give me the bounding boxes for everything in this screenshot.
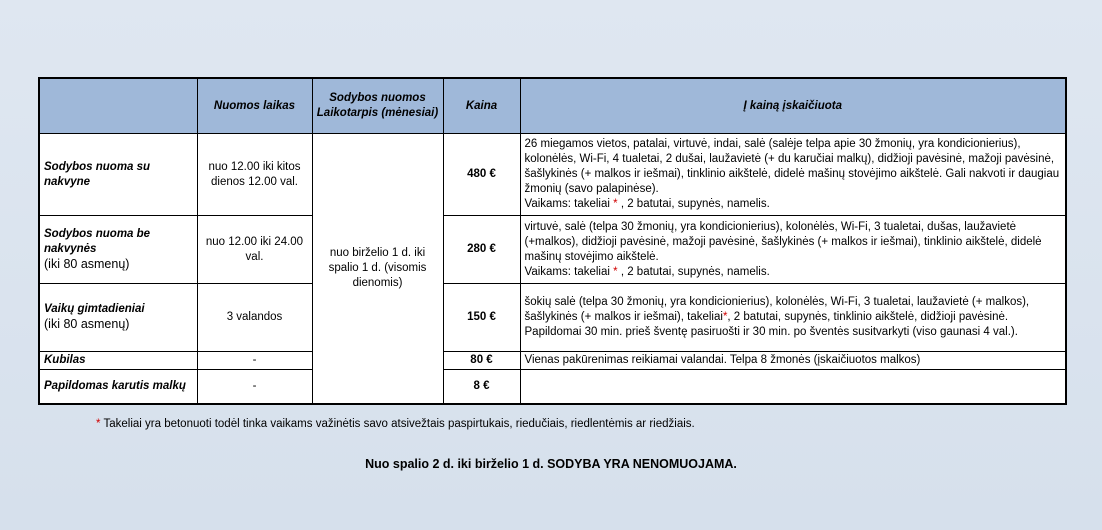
header-includes: Į kainą įskaičiuota [520, 78, 1066, 134]
row-description [520, 284, 1066, 352]
kids-text-rest: , 2 batutai, supynės, namelis. [617, 198, 770, 210]
closed-season-notice: Nuo spalio 2 d. iki birželio 1 d. SODYBA YRA NENOMUOJAMA. [365, 457, 737, 471]
row-name-text: Papildomas karutis malkų [44, 379, 186, 392]
row-name-text: Sodybos nuoma su nakvyne [44, 160, 151, 188]
row-description [520, 134, 1066, 216]
row-description-rest: , 2 batutai, supynės, tinklinio aikštelė, didžioji pavėsinė. Papildomai 30 min. prieš šventę pasiruošti ir 30 min. po šventės susitvarkyti (viso gaunasi 4 val.). [524, 311, 1018, 338]
table-row [39, 216, 1066, 284]
row-name-sub: (iki 80 asmenų) [44, 256, 130, 271]
row-name-text: Vaikų gimtadieniai [44, 303, 145, 315]
footnote-text: Takeliai yra betonuoti todėl tinka vaikams važinėtis savo atsivežtais paspirtukais, riedučiais, riedlentėmis ar riedžiais. [100, 418, 695, 430]
header-row [39, 78, 1066, 134]
row-description [520, 216, 1066, 284]
row-price: 8 € [443, 370, 520, 404]
row-name [39, 134, 197, 216]
header-period: Sodybos nuomos Laikotarpis (mėnesiai) [312, 78, 443, 134]
row-price: 480 € [443, 134, 520, 216]
row-time: 3 valandos [197, 284, 312, 352]
kids-text-rest: , 2 batutai, supynės, namelis. [617, 265, 770, 278]
row-description-text: šokių salė (telpa 30 žmonių, yra kondicionierius), kolonėlės, Wi-Fi, 3 tualetai, laužavietė (+ malkos), šašlykinės (+ malkos ir iešmai), takeliai [524, 296, 1030, 323]
price-table [38, 77, 1067, 405]
row-description [520, 370, 1066, 404]
row-name-text: Kubilas [44, 354, 86, 366]
kids-text: Vaikams: takeliai [524, 265, 614, 278]
asterisk-mark: * [613, 265, 618, 278]
table-row [39, 352, 1066, 370]
row-price: 280 € [443, 216, 520, 284]
row-time: nuo 12.00 iki 24.00 val. [197, 216, 312, 284]
row-time: nuo 12.00 iki kitos dienos 12.00 val. [197, 134, 312, 216]
row-description-text: 26 miegamos vietos, patalai, virtuvė, indai, salė (salėje telpa apie 30 žmonių, yra kondicionierius), kolonėlės, Wi-Fi, 4 tualetai, 2 dušai, laužavietė (+ du karučiai malkų), didžioji pavėsinė, mažoji pavėsinė, šašlykinės (+ malkos ir iešmai), tinklinio aikštelė, didelė mašinų stovėjimo aikštelė. Gali nakvoti ir daugiau žmonių (savo palapinėse). [524, 138, 1060, 195]
asterisk-mark: * [613, 198, 618, 210]
kids-text: Vaikams: takeliai [524, 198, 614, 210]
header-name [39, 78, 197, 134]
row-description-text: virtuvė, salė (telpa 30 žmonių, yra kondicionierius), kolonėlės, Wi-Fi, 3 tualetai, dušas, laužavietė (+malkos), didžioji pavėsinė, mažoji pavėsinė, šašlykinės (+ malkos ir iešmai), tinklinio aikštelė, didelė mašinų stovėjimo aikštelė. [524, 220, 1042, 263]
row-name [39, 370, 197, 404]
row-price: 150 € [443, 284, 520, 352]
header-time: Nuomos laikas [197, 78, 312, 134]
header-price: Kaina [443, 78, 520, 134]
table-row [39, 284, 1066, 352]
footnote-asterisk: * [96, 418, 101, 430]
table-row [39, 370, 1066, 404]
row-name [39, 352, 197, 370]
row-price: 80 € [443, 352, 520, 370]
row-name-text: Sodybos nuoma be nakvynės [44, 227, 151, 255]
asterisk-mark: * [722, 311, 728, 323]
row-time: - [197, 352, 312, 370]
row-name [39, 284, 197, 352]
rental-period: nuo birželio 1 d. iki spalio 1 d. (visomis dienomis) [312, 134, 443, 404]
row-name-sub: (iki 80 asmenų) [44, 317, 130, 331]
table-row [39, 134, 1066, 216]
row-time: - [197, 370, 312, 404]
row-name [39, 216, 197, 284]
row-description: Vienas pakūrenimas reikiamai valandai. Telpa 8 žmonės (įskaičiuotos malkos) [520, 352, 1066, 370]
footnote [96, 418, 695, 430]
